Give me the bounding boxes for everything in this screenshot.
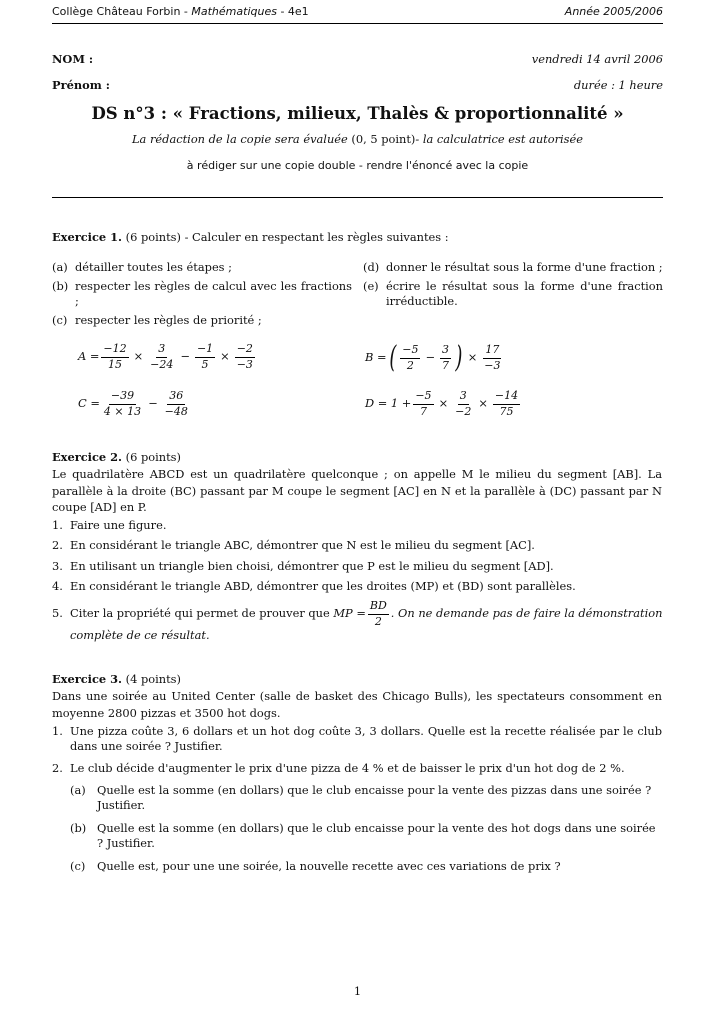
item-text: Quelle est la somme (en dollars) que le club encaisse pour la vente des pizzas dans une soirée ? Justifier. — [97, 783, 652, 813]
denominator: 7 — [442, 358, 450, 372]
ex1-title: Exercice 1. — [52, 230, 123, 244]
item-text: En considérant le triangle ABC, démontrer que N est le milieu du segment [AC]. — [70, 538, 535, 553]
ex2-statement: Le quadrilatère ABCD est un quadrilatère quelconque ; on appelle M le milieu du segment [AB]. La parallèle à la droite (BC) passant par M coupe le segment [AC] en N et la parallèle à (DC) passant par N coupe [AD] en P. — [52, 467, 662, 515]
operator: − — [180, 349, 190, 364]
denominator: 2 — [406, 358, 414, 372]
denominator: −24 — [150, 357, 174, 371]
page-header — [52, 5, 663, 24]
fraction — [368, 600, 389, 628]
expr-name: D = 1 + — [365, 396, 412, 411]
fraction — [163, 390, 190, 418]
numerator: −1 — [195, 343, 215, 358]
ex3-statement: Dans une soirée au United Center (salle de basket des Chicago Bulls), les spectateurs consomment en moyenne 2800 pizzas et 3500 hot dogs. — [52, 689, 662, 720]
ex2-heading — [52, 450, 662, 465]
item-number: 2. — [52, 538, 63, 553]
fraction — [440, 344, 451, 372]
numerator: −5 — [413, 390, 433, 405]
numerator: 3 — [458, 390, 469, 405]
numerator: 17 — [483, 344, 501, 359]
list-item — [70, 859, 662, 874]
operator: × — [478, 396, 488, 411]
item-text: Le club décide d'augmenter le prix d'une pizza de 4 % et de baisser le prix d'un hot dog de 2 %. — [70, 760, 625, 775]
item-text: Quelle est la somme (en dollars) que le club encaisse pour la vente des hot dogs dans une soirée ? Justifier. — [97, 820, 656, 851]
ex1-intro: (6 points) - Calculer en respectant les règles suivantes : — [122, 230, 449, 244]
numerator: 3 — [440, 344, 451, 359]
ex3-questions — [52, 724, 662, 780]
prenom-row — [52, 78, 663, 93]
operator: − — [148, 396, 158, 411]
denominator: 75 — [499, 404, 514, 418]
numerator: BD — [368, 600, 389, 615]
fraction — [101, 343, 128, 371]
exam-date: vendredi 14 avril 2006 — [531, 52, 663, 66]
item-label: (a) — [52, 260, 68, 274]
left-paren: ( — [388, 340, 396, 375]
fraction — [235, 343, 255, 371]
item-label: (c) — [70, 858, 86, 873]
item-number: 3. — [52, 558, 63, 573]
item-number: 1. — [52, 724, 63, 738]
q5-equation: MP = — [333, 606, 366, 621]
ex2-points: (6 points) — [122, 450, 181, 464]
page-number: 1 — [353, 984, 362, 998]
list-item — [363, 260, 663, 275]
nom-label: NOM : — [52, 52, 94, 66]
list-item — [52, 724, 662, 755]
denominator: −48 — [164, 404, 188, 418]
item-label: (b) — [52, 278, 69, 293]
list-item — [70, 783, 662, 814]
item-text — [70, 600, 662, 628]
prenom-label: Prénom : — [52, 78, 110, 92]
denominator: −3 — [484, 358, 501, 372]
list-item — [52, 600, 662, 628]
list-item — [52, 260, 352, 275]
divider — [52, 197, 663, 198]
list-item — [52, 518, 662, 533]
operator: × — [467, 350, 478, 365]
subtitle-part1: La rédaction de la copie sera évaluée — [131, 132, 352, 146]
operator: × — [438, 396, 449, 411]
ex3-points: (4 points) — [122, 672, 181, 686]
numerator: −2 — [235, 343, 255, 358]
numerator: −14 — [493, 390, 520, 405]
q5-note: . On ne demande pas de faire la démonstration — [390, 606, 663, 621]
numerator: 3 — [156, 343, 167, 358]
fraction — [453, 390, 473, 418]
school-year: Année 2005/2006 — [564, 5, 663, 18]
expression-a — [78, 343, 257, 371]
subtitle-points: (0, 5 point) — [351, 132, 416, 146]
header-left — [52, 5, 309, 23]
expression-b — [365, 340, 505, 375]
list-item — [363, 279, 663, 310]
item-label: (e) — [363, 278, 379, 293]
expr-name: A = — [78, 349, 100, 364]
subtitle-part3: - la calculatrice est autorisée — [415, 132, 583, 146]
numerator: −5 — [400, 344, 420, 359]
ex2-title: Exercice 2. — [52, 450, 123, 464]
denominator: −3 — [236, 357, 253, 371]
ex3-heading — [52, 672, 662, 687]
expression-c — [78, 390, 192, 418]
item-text: respecter les règles de calcul avec les fractions ; — [75, 278, 352, 309]
item-text: En utilisant un triangle bien choisi, démontrer que P est le milieu du segment [AD]. — [70, 558, 554, 573]
expr-name: C = — [78, 396, 100, 411]
numerator: −12 — [101, 343, 128, 358]
q5-note-continued: complète de ce résultat. — [70, 628, 210, 642]
subject: Mathématiques — [191, 5, 277, 18]
list-item — [52, 279, 352, 310]
denominator: 15 — [108, 357, 123, 371]
exam-duration: durée : 1 heure — [573, 78, 663, 92]
ex1-rules-right — [363, 260, 663, 313]
ex2-questions — [52, 518, 662, 598]
ex3-title: Exercice 3. — [52, 672, 123, 686]
ex1-heading — [52, 230, 662, 245]
item-text: donner le résultat sous la forme d'une fraction ; — [386, 260, 663, 274]
list-item — [70, 821, 662, 852]
item-text: Une pizza coûte 3, 6 dollars et un hot dog coûte 3, 3 dollars. Quelle est la recette réalisée par le club dans une soirée ? Justifier. — [70, 724, 662, 754]
right-paren: ) — [455, 340, 463, 375]
operator: × — [220, 349, 230, 364]
operator: × — [133, 349, 144, 364]
ex3-subquestions — [70, 783, 662, 878]
subtitle — [52, 132, 663, 147]
class-name: - 4e1 — [276, 5, 309, 18]
item-label: (b) — [70, 820, 87, 835]
item-text: Faire une figure. — [70, 518, 167, 532]
ex2-question-5 — [52, 600, 662, 632]
item-label: (d) — [363, 260, 380, 274]
fraction — [413, 390, 433, 418]
item-text: En considérant le triangle ABD, démontrer que les droites (MP) et (BD) sont parallèles. — [70, 579, 576, 594]
expression-d — [365, 390, 522, 418]
list-item — [52, 313, 352, 328]
list-item — [52, 579, 662, 594]
denominator: 4 × 13 — [103, 404, 142, 418]
nom-row — [52, 52, 663, 67]
item-number: 1. — [52, 518, 63, 532]
fraction — [102, 390, 143, 418]
denominator: 5 — [201, 357, 209, 371]
item-text: Quelle est, pour une une soirée, la nouvelle recette avec ces variations de prix ? — [97, 858, 561, 873]
instruction: à rédiger sur une copie double - rendre l'énoncé avec la copie — [186, 159, 529, 172]
fraction — [148, 343, 175, 371]
q5-prefix: Citer la propriété qui permet de prouver que — [70, 606, 330, 621]
fraction — [400, 344, 420, 372]
item-number: 2. — [52, 760, 63, 775]
list-item — [52, 761, 662, 776]
item-label: (c) — [52, 313, 68, 328]
item-text: écrire le résultat sous la forme d'une fraction irréductible. — [386, 278, 663, 309]
operator: − — [425, 350, 436, 365]
fraction — [493, 390, 520, 418]
numerator: −39 — [109, 390, 136, 405]
expr-name: B = — [365, 350, 387, 365]
item-number: 4. — [52, 579, 63, 594]
ex1-rules-left — [52, 260, 352, 332]
list-item — [52, 538, 662, 553]
item-text: respecter les règles de priorité ; — [75, 313, 262, 328]
numerator: 36 — [167, 390, 185, 405]
fraction — [482, 344, 502, 372]
item-label: (a) — [70, 783, 86, 797]
page-title: DS n°3 : « Fractions, milieux, Thalès & proportionnalité » — [91, 104, 624, 123]
item-number: 5. — [52, 606, 63, 621]
item-text: détailler toutes les étapes ; — [75, 260, 232, 274]
school-name: Collège Château Forbin - — [52, 5, 192, 18]
list-item — [52, 559, 662, 574]
denominator: 2 — [374, 614, 382, 628]
fraction — [195, 343, 215, 371]
denominator: −2 — [455, 404, 472, 418]
denominator: 7 — [419, 404, 427, 418]
